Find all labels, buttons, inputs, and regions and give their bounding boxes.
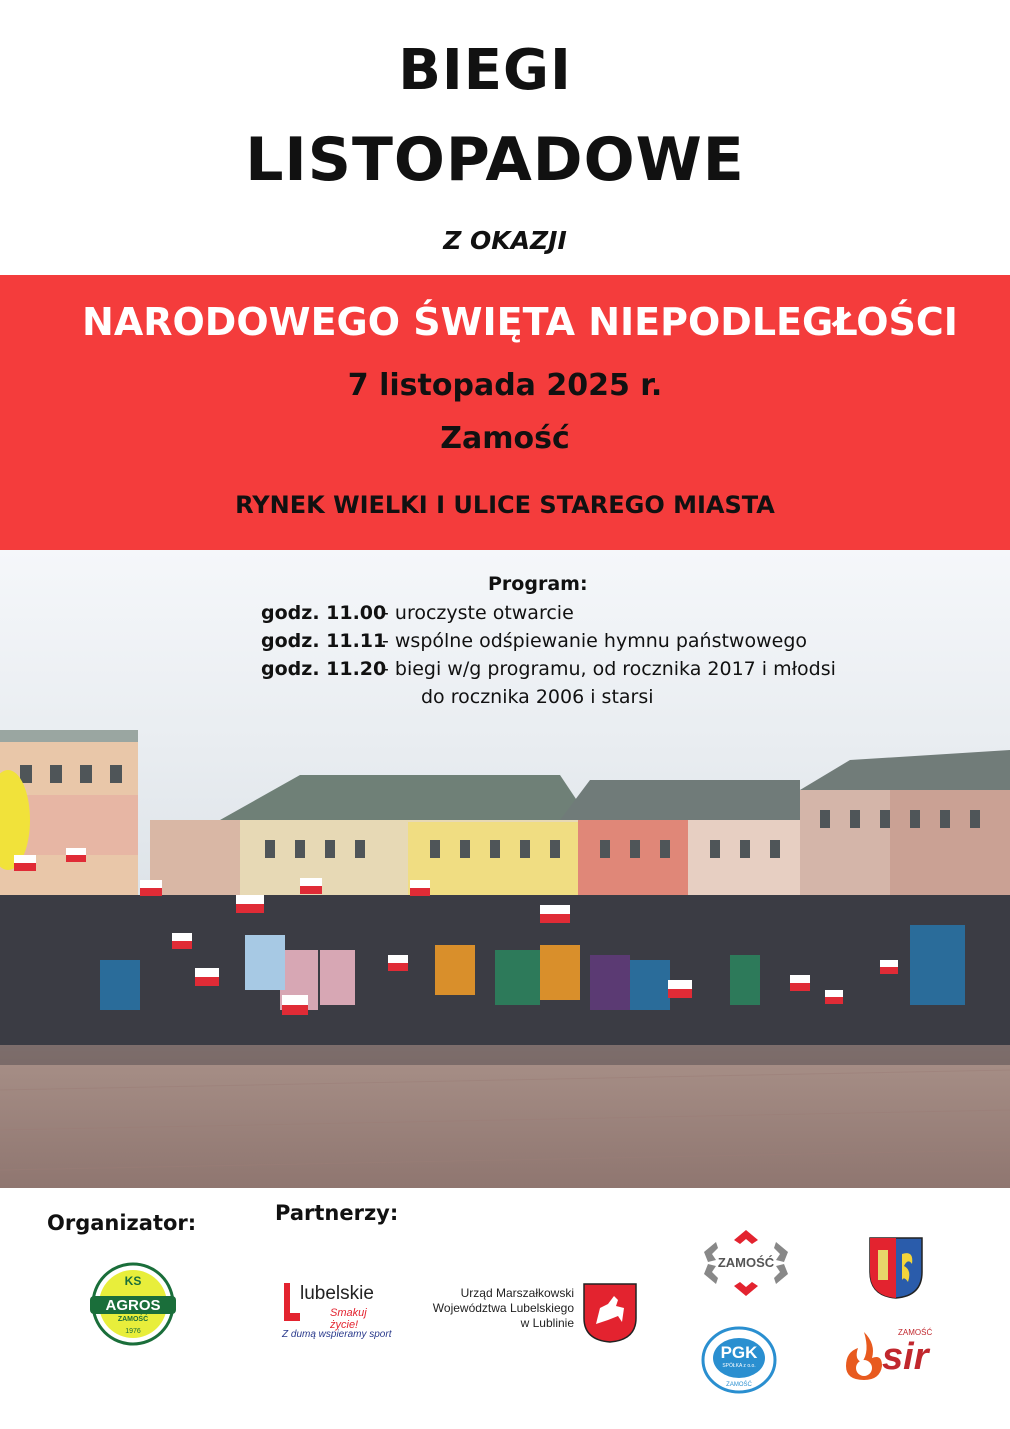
urzad-marszalkowski-logo	[418, 1282, 640, 1346]
program-item	[261, 602, 574, 624]
subtitle: Z OKAZJI	[443, 226, 567, 255]
program-desc: - biegi w/g programu, od rocznika 2017 i młodsi	[382, 658, 836, 680]
agros-top: KS	[124, 1274, 142, 1288]
zamosc-city-logo	[698, 1228, 794, 1298]
title-line-2: LISTOPADOWE	[245, 125, 745, 195]
lubelskie-tagline: Z dumą wspieramy sport	[282, 1329, 392, 1340]
partners-label: Partnerzy:	[275, 1201, 399, 1225]
osir-top: ZAMOŚĆ	[898, 1328, 933, 1337]
program-heading: Program:	[488, 573, 588, 595]
urzad-line3: w Lublinie	[520, 1316, 574, 1330]
pgk-city: ZAMOŚĆ	[726, 1382, 752, 1388]
title-line-1: BIEGI	[398, 38, 572, 103]
lubelskie-name: lubelskie	[300, 1283, 374, 1304]
zamosc-logo-text: ZAMOŚĆ	[717, 1255, 775, 1270]
pgk-small: SPÓŁKA z o.o.	[722, 1363, 756, 1369]
urzad-line2: Województwa Lubelskiego	[432, 1301, 574, 1315]
ks-agros-logo	[88, 1262, 178, 1346]
event-city: Zamość	[440, 421, 570, 456]
program-time: godz. 11.20	[261, 658, 387, 680]
program-desc: - wspólne odśpiewanie hymnu państwowego	[382, 630, 808, 652]
osir-logo	[842, 1326, 948, 1386]
program-time: godz. 11.11	[261, 630, 387, 652]
zamosc-coat-of-arms-icon	[868, 1236, 924, 1300]
lubelskie-logo	[280, 1280, 395, 1345]
pgk-name: PGK	[720, 1343, 758, 1362]
urzad-line1: Urząd Marszałkowski	[460, 1286, 574, 1300]
agros-year: 1976	[125, 1328, 141, 1335]
lubelskie-slogan: Smakuj życie!	[330, 1307, 367, 1331]
agros-name: AGROS	[105, 1297, 161, 1314]
flame-icon	[842, 1330, 886, 1382]
coat-of-arms-icon	[582, 1282, 638, 1344]
band-heading: NARODOWEGO ŚWIĘTA NIEPODLEGŁOŚCI	[82, 300, 958, 344]
organizer-label: Organizator:	[47, 1211, 197, 1235]
agros-city: ZAMOŚĆ	[117, 1316, 149, 1323]
program-item	[261, 658, 836, 680]
pgk-logo	[701, 1326, 777, 1394]
event-date: 7 listopada 2025 r.	[347, 368, 663, 403]
event-place: RYNEK WIELKI I ULICE STAREGO MIASTA	[235, 491, 775, 519]
osir-name: sir	[882, 1336, 929, 1378]
program-item	[261, 630, 807, 652]
program-time: godz. 11.00	[261, 602, 387, 624]
program-desc: - uroczyste otwarcie	[382, 602, 574, 624]
program-continuation: do rocznika 2006 i starsi	[421, 686, 654, 708]
